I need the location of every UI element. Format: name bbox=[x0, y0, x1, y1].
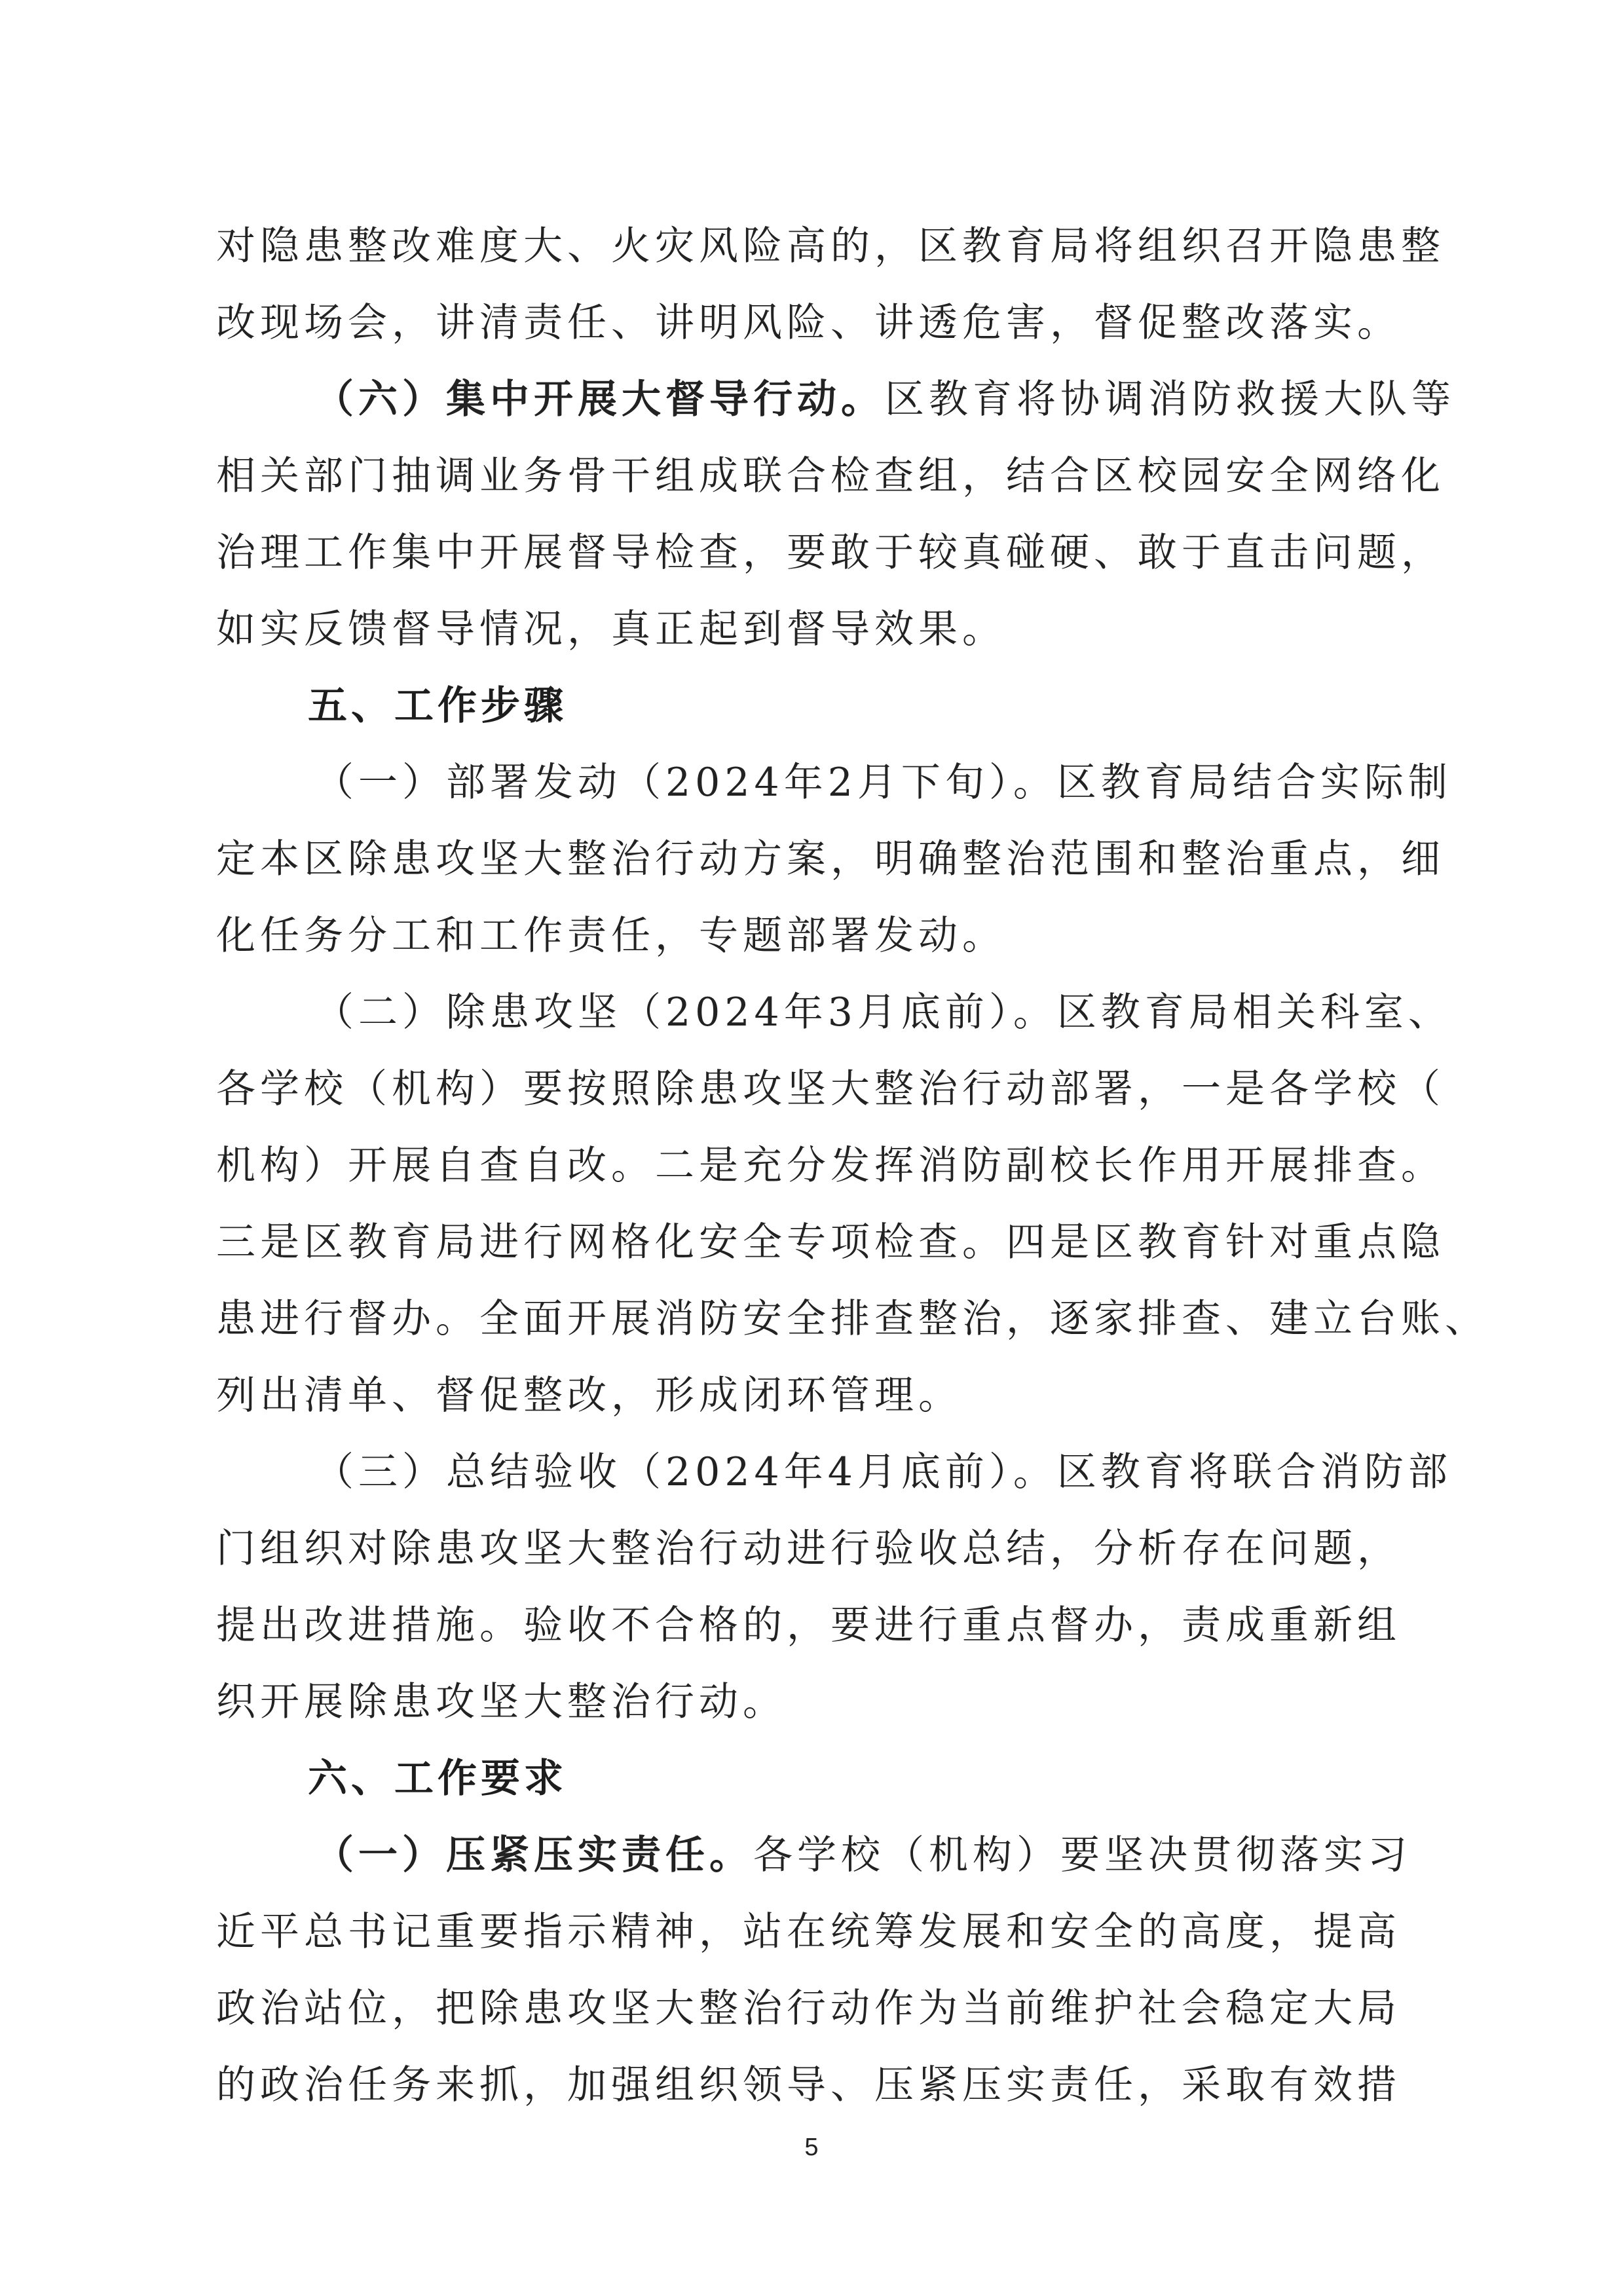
paragraph bbox=[216, 208, 1447, 361]
paragraph-line-text: 区教育将协调消防救援大队等 bbox=[885, 377, 1455, 422]
page-number: 5 bbox=[804, 2134, 819, 2161]
paragraph bbox=[216, 361, 1455, 668]
paragraph bbox=[216, 1434, 1452, 1741]
paragraph-line: 相关部门抽调业务骨干组成联合检查组，结合区校园安全网络化 bbox=[216, 453, 1445, 499]
paragraph-line: 的政治任务来抓，加强组织领导、压紧压实责任，采取有效措 bbox=[216, 2062, 1401, 2108]
document-body bbox=[216, 208, 1489, 2124]
paragraph-line: 改现场会，讲清责任、讲明风险、讲透危害，督促整改落实。 bbox=[216, 300, 1401, 346]
paragraph-line: （二）除患攻坚（2024年3月底前）。区教育局相关科室、 bbox=[314, 990, 1452, 1035]
paragraph-line: 近平总书记重要指示精神，站在统筹发展和安全的高度，提高 bbox=[216, 1909, 1401, 1955]
paragraph-line bbox=[216, 1817, 1447, 1894]
paragraph-line: 提出改进措施。验收不合格的，要进行重点督办，责成重新组 bbox=[216, 1602, 1401, 1648]
paragraph bbox=[216, 974, 1489, 1434]
paragraph-line bbox=[216, 361, 1455, 438]
paragraph-line: 织开展除患攻坚大整治行动。 bbox=[216, 1679, 787, 1725]
paragraph-lead: （一）压紧压实责任。 bbox=[314, 1832, 753, 1878]
paragraph-line: （一）部署发动（2024年2月下旬）。区教育局结合实际制 bbox=[314, 760, 1452, 805]
paragraph-line: 各学校（机构）要按照除患攻坚大整治行动部署，一是各学校（ bbox=[216, 1066, 1445, 1112]
paragraph bbox=[216, 1817, 1447, 2124]
section-heading: 五、工作步骤 bbox=[308, 683, 567, 729]
paragraph-line: 如实反馈督导情况，真正起到督导效果。 bbox=[216, 606, 1006, 652]
paragraph-line: 对隐患整改难度大、火灾风险高的，区教育局将组织召开隐患整 bbox=[216, 223, 1445, 269]
paragraph-lead: （六）集中开展大督导行动。 bbox=[314, 377, 885, 422]
paragraph-line: 三是区教育局进行网格化安全专项检查。四是区教育针对重点隐 bbox=[216, 1219, 1445, 1265]
paragraph-line: 化任务分工和工作责任，专题部署发动。 bbox=[216, 913, 1006, 959]
paragraph-line: 患进行督办。全面开展消防安全排查整治，逐家排查、建立台账、 bbox=[216, 1296, 1489, 1342]
paragraph-line: 机构）开展自查自改。二是充分发挥消防副校长作用开展排查。 bbox=[216, 1143, 1445, 1189]
paragraph-line: 定本区除患攻坚大整治行动方案，明确整治范围和整治重点，细 bbox=[216, 836, 1445, 882]
paragraph-line: 门组织对除患攻坚大整治行动进行验收总结，分析存在问题， bbox=[216, 1526, 1401, 1572]
paragraph-line-text: 各学校（机构）要坚决贯彻落实习 bbox=[753, 1832, 1411, 1878]
paragraph-line: 治理工作集中开展督导检查，要敢于较真碰硬、敢于直击问题， bbox=[216, 530, 1445, 576]
section-heading: 六、工作要求 bbox=[308, 1756, 567, 1802]
paragraph-line: （三）总结验收（2024年4月底前）。区教育将联合消防部 bbox=[314, 1449, 1452, 1495]
paragraph-line: 政治站位，把除患攻坚大整治行动作为当前维护社会稳定大局 bbox=[216, 1986, 1401, 2031]
paragraph-line: 列出清单、督促整改，形成闭环管理。 bbox=[216, 1373, 962, 1418]
paragraph bbox=[216, 745, 1452, 974]
